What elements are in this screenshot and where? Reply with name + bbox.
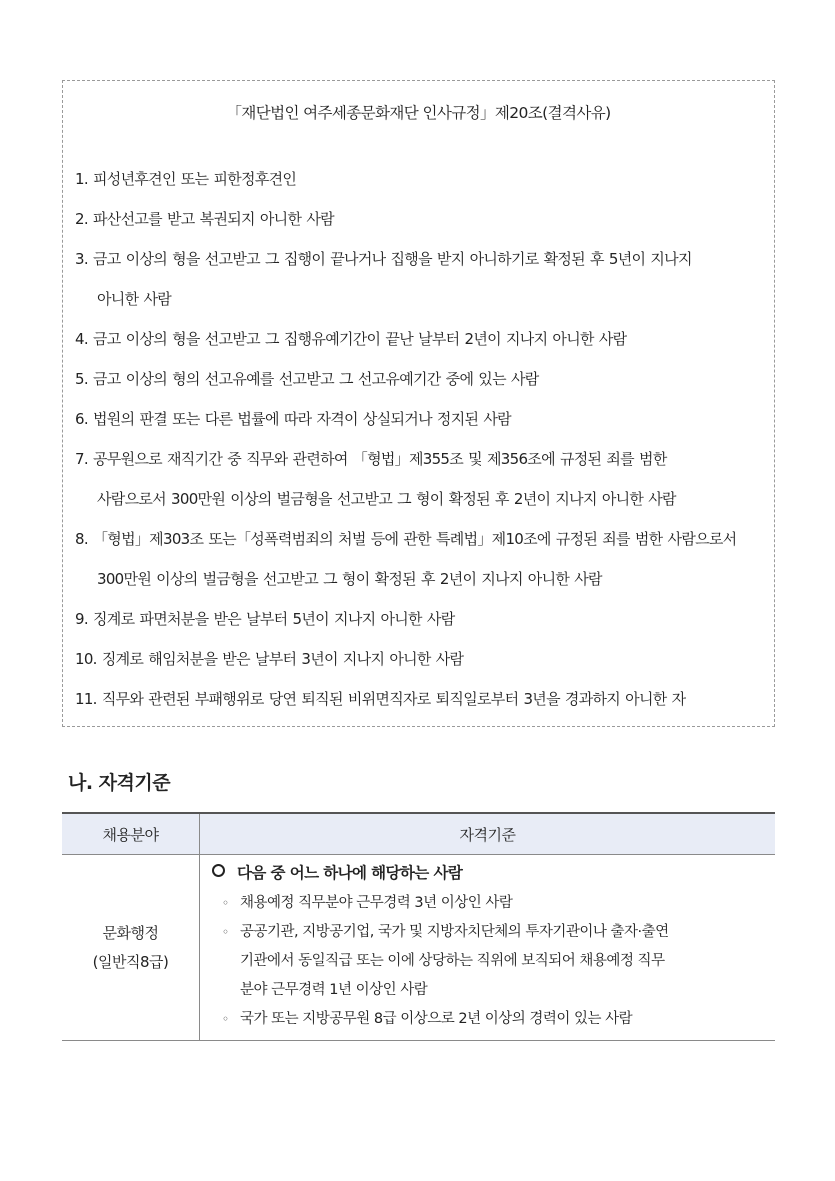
item-number: 1.: [75, 170, 88, 188]
item-text: 금고 이상의 형을 선고받고 그 집행이 끝나거나 집행을 받지 아니하기로 확정된 후 5년이 지나지: [93, 250, 692, 268]
item-text-continued: 아니한 사람: [97, 290, 172, 308]
criteria-item: [210, 889, 775, 918]
regulation-item: [75, 599, 764, 639]
item-text: 법원의 판결 또는 다른 법률에 따라 자격이 상실되거나 정지된 사람: [93, 410, 511, 428]
item-text: 징계로 해임처분을 받은 날부터 3년이 지나지 아니한 사람: [101, 650, 464, 668]
criteria-text: 채용예정 직무분야 근무경력 3년 이상인 사람: [240, 895, 513, 911]
item-number: 4.: [75, 330, 88, 348]
criteria-text: 공공기관, 지방공기업, 국가 및 지방자치단체의 투자기관이나 출자·출연: [240, 924, 669, 940]
item-text: 금고 이상의 형을 선고받고 그 집행유예기간이 끝난 날부터 2년이 지나지 아니한 사람: [93, 330, 627, 348]
field-grade: (일반직8급): [92, 952, 169, 971]
item-number: 7.: [75, 450, 88, 468]
item-number: 3.: [75, 250, 88, 268]
item-number: 5.: [75, 370, 88, 388]
circle-bullet-icon: [212, 864, 225, 877]
item-number: 8.: [75, 530, 88, 548]
table-row: [62, 855, 775, 1041]
regulation-item: [75, 159, 764, 199]
regulation-item: [75, 679, 764, 719]
regulation-item: [75, 519, 764, 588]
criteria-item: [210, 918, 775, 1005]
criteria-item: [210, 1005, 775, 1034]
qualification-table: [62, 812, 775, 1041]
regulation-item: [75, 439, 764, 508]
field-name: 문화행정: [102, 923, 159, 942]
item-text: 직무와 관련된 부패행위로 당연 퇴직된 비위면직자로 퇴직일로부터 3년을 경과하지 아니한 자: [101, 690, 686, 708]
item-text: 금고 이상의 형의 선고유예를 선고받고 그 선고유예기간 중에 있는 사람: [93, 370, 539, 388]
criteria-text: 국가 또는 지방공무원 8급 이상으로 2년 이상의 경력이 있는 사람: [240, 1011, 633, 1027]
item-text: 피성년후견인 또는 피한정후견인: [93, 170, 297, 188]
item-number: 2.: [75, 210, 88, 228]
item-number: 6.: [75, 410, 88, 428]
regulation-item: [75, 399, 764, 439]
regulation-box: [62, 80, 775, 727]
small-circle-bullet-icon: ◦: [222, 925, 229, 939]
small-circle-bullet-icon: ◦: [222, 1012, 229, 1026]
regulation-item: [75, 319, 764, 359]
item-text: 징계로 파면처분을 받은 날부터 5년이 지나지 아니한 사람: [93, 610, 455, 628]
item-text-continued: 사람으로서 300만원 이상의 벌금형을 선고받고 그 형이 확정된 후 2년이 지나지 아니한 사람: [97, 490, 676, 508]
item-text: 「형법」제303조 또는「성폭력범죄의 처벌 등에 관한 특례법」제10조에 규정된 죄를 범한 사람으로서: [93, 530, 737, 548]
item-number: 9.: [75, 610, 88, 628]
item-text: 공무원으로 재직기간 중 직무와 관련하여 「형법」제355조 및 제356조에 규정된 죄를 범한: [93, 450, 667, 468]
section-heading: 나. 자격기준: [68, 772, 171, 794]
item-text-continued: 300만원 이상의 벌금형을 선고받고 그 형이 확정된 후 2년이 지나지 아니한 사람: [97, 570, 602, 588]
regulation-item: [75, 359, 764, 399]
item-text: 파산선고를 받고 복권되지 아니한 사람: [93, 210, 334, 228]
regulation-item: [75, 199, 764, 239]
criteria-cell: [200, 855, 776, 1041]
criteria-heading-text: 다음 중 어느 하나에 해당하는 사람: [237, 864, 463, 882]
small-circle-bullet-icon: ◦: [222, 896, 229, 910]
item-number: 11.: [75, 690, 97, 708]
item-number: 10.: [75, 650, 97, 668]
regulation-item: [75, 239, 764, 308]
header-criteria: 자격기준: [200, 813, 776, 855]
criteria-list: [210, 889, 775, 1034]
regulation-item: [75, 639, 764, 679]
table-header-row: [62, 813, 775, 855]
header-field: 채용분야: [62, 813, 200, 855]
criteria-text: 분야 근무경력 1년 이상인 사람: [240, 982, 428, 998]
field-cell: [62, 855, 200, 1041]
criteria-text: 기관에서 동일직급 또는 이에 상당하는 직위에 보직되어 채용예정 직무: [240, 953, 665, 969]
criteria-heading: [210, 858, 775, 889]
regulation-title: 「재단법인 여주세종문화재단 인사규정」제20조(결격사유): [226, 104, 611, 122]
